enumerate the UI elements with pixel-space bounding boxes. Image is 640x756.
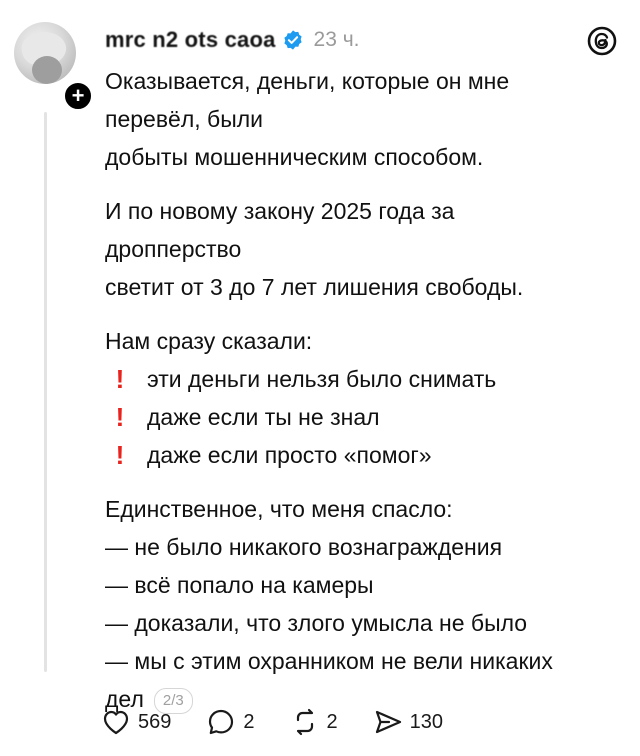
repost-icon bbox=[289, 706, 321, 738]
saved-block bbox=[105, 490, 615, 718]
exclamation-icon: ! bbox=[115, 402, 125, 432]
thread-connector-line bbox=[44, 112, 47, 672]
saved-item: — всё попало на камеры bbox=[105, 572, 374, 598]
warning-item bbox=[105, 360, 615, 398]
exclamation-icon: ! bbox=[115, 364, 125, 394]
text-line: И по новому закону 2025 года за bbox=[105, 198, 455, 224]
like-button[interactable] bbox=[100, 706, 171, 738]
text-line: добыты мошенническим способом. bbox=[105, 144, 484, 170]
heart-icon bbox=[100, 706, 132, 738]
verified-badge-icon bbox=[282, 29, 304, 51]
avatar[interactable] bbox=[14, 22, 76, 84]
post-body bbox=[105, 62, 615, 718]
warning-text: эти деньги нельзя было снимать bbox=[147, 366, 497, 392]
comment-icon bbox=[205, 706, 237, 738]
paragraph-2 bbox=[105, 192, 615, 306]
reply-button[interactable] bbox=[205, 706, 254, 738]
text-line: светит от 3 до 7 лет лишения свободы. bbox=[105, 274, 524, 300]
saved-intro: Единственное, что меня спасло: bbox=[105, 496, 453, 522]
exclamation-icon: ! bbox=[115, 440, 125, 470]
share-icon bbox=[372, 706, 404, 738]
saved-item: — мы с этим охранником не вели никаких bbox=[105, 648, 553, 674]
warning-item bbox=[105, 436, 615, 474]
saved-item: — не было никакого вознаграждения bbox=[105, 534, 503, 560]
text-line: дропперство bbox=[105, 236, 242, 262]
post-timestamp: 23 ч. bbox=[313, 28, 360, 51]
follow-plus-icon[interactable]: + bbox=[62, 80, 94, 112]
reply-count: 2 bbox=[243, 710, 255, 733]
repost-count: 2 bbox=[326, 710, 338, 733]
warnings-block bbox=[105, 322, 615, 474]
action-bar bbox=[100, 700, 477, 744]
threads-logo-icon[interactable] bbox=[586, 25, 618, 57]
warning-item bbox=[105, 398, 615, 436]
share-button[interactable] bbox=[372, 706, 443, 738]
paragraph-1 bbox=[105, 62, 615, 176]
post-header bbox=[105, 22, 359, 58]
like-count: 569 bbox=[138, 710, 172, 733]
text-line: перевёл, были bbox=[105, 106, 264, 132]
warning-text: даже если ты не знал bbox=[147, 404, 380, 430]
last-word: дел bbox=[105, 686, 144, 712]
saved-item: — доказали, что злого умысла не было bbox=[105, 610, 528, 636]
page-indicator-badge: 2/3 bbox=[154, 688, 193, 714]
username[interactable]: mrc n2 ots caoa bbox=[105, 27, 276, 52]
repost-button[interactable] bbox=[289, 706, 338, 738]
text-line: Оказывается, деньги, которые он мне bbox=[105, 68, 510, 94]
warnings-intro: Нам сразу сказали: bbox=[105, 328, 313, 354]
warning-text: даже если просто «помог» bbox=[147, 442, 432, 468]
share-count: 130 bbox=[409, 710, 443, 733]
